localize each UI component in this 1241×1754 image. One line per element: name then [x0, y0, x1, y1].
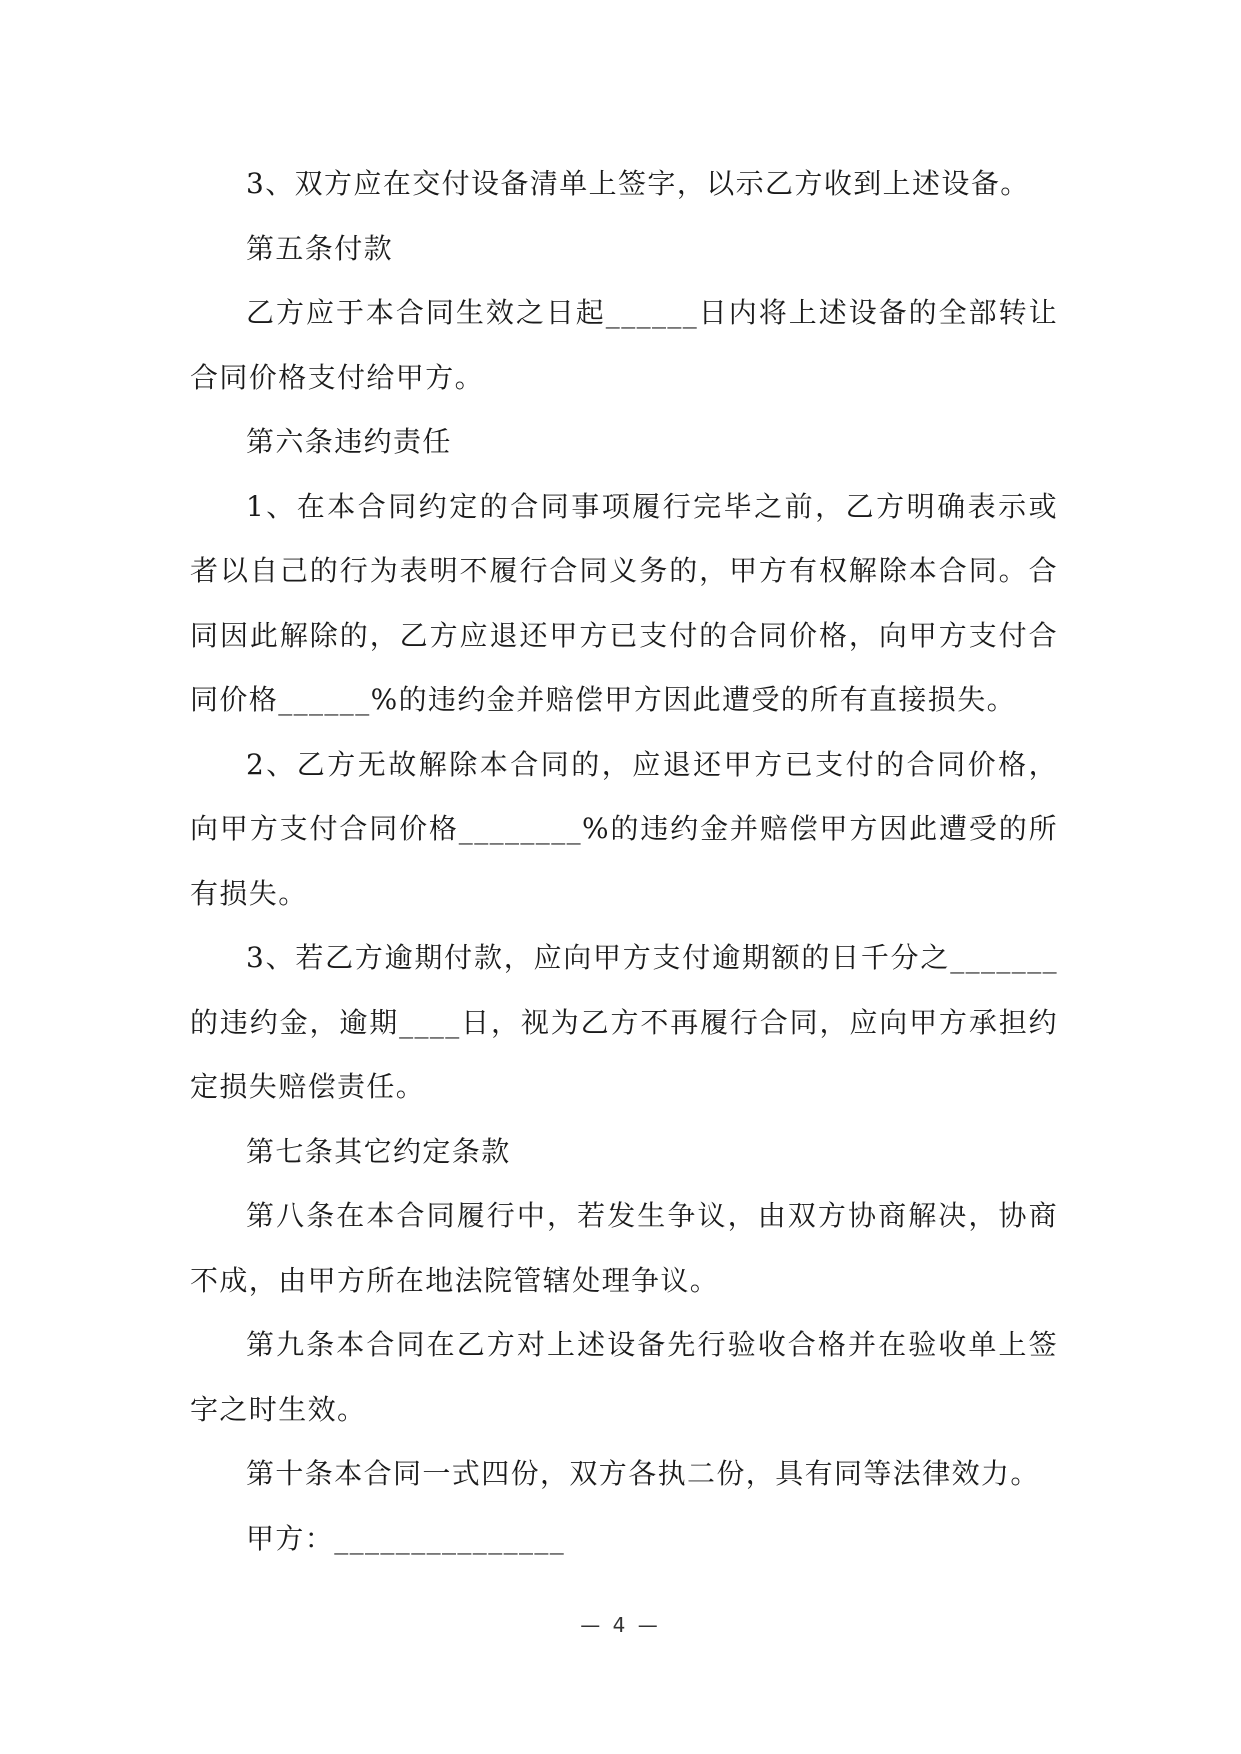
- paragraph-liability-3: 3、若乙方逾期付款，应向甲方支付逾期额的日千分之_______的违约金，逾期____日，视为乙方不再履行合同，应向甲方承担约定损失赔偿责任。: [190, 941, 1058, 1103]
- paragraph-liability-2: 2、乙方无故解除本合同的，应退还甲方已支付的合同价格，向甲方支付合同价格________%的违约金并赔偿甲方因此遭受的所有损失。: [190, 747, 1058, 910]
- paragraph-article-8-disputes: 第八条在本合同履行中，若发生争议，由双方协商解决，协商不成，由甲方所在地法院管辖处理争议。: [190, 1199, 1058, 1297]
- paragraph-liability-1: 1、在本合同约定的合同事项履行完毕之前，乙方明确表示或者以自己的行为表明不履行合同义务的，甲方有权解除本合同。合同因此解除的，乙方应退还甲方已支付的合同价格，向甲方支付合同价格______%的违约金并赔偿甲方因此遭受的所有直接损失。: [190, 489, 1058, 716]
- document-body: [190, 152, 1058, 1571]
- heading-article-7-other-terms: 第七条其它约定条款: [246, 1134, 511, 1168]
- paragraph-article-10-copies: 第十条本合同一式四份，双方各执二份，具有同等法律效力。: [246, 1457, 1040, 1490]
- heading-article-5-payment: 第五条付款: [246, 231, 394, 265]
- page-number: — 4 —: [580, 1613, 661, 1637]
- signature-party-a: 甲方：_______________: [246, 1521, 566, 1555]
- heading-article-6-liability: 第六条违约责任: [246, 425, 452, 458]
- paragraph-article-9-effectiveness: 第九条本合同在乙方对上述设备先行验收合格并在验收单上签字之时生效。: [190, 1328, 1058, 1426]
- paragraph-delivery-signature: 3、双方应在交付设备清单上签字，以示乙方收到上述设备。: [246, 167, 1030, 200]
- paragraph-payment-terms: 乙方应于本合同生效之日起______日内将上述设备的全部转让合同价格支付给甲方。: [190, 296, 1058, 394]
